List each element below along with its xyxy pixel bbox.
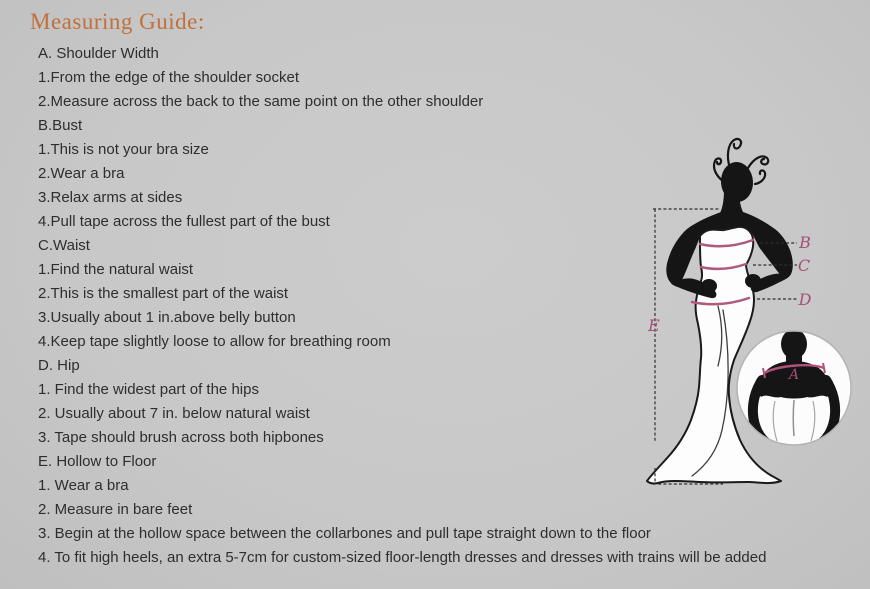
inset-head xyxy=(781,329,807,359)
guide-line: E. Hollow to Floor xyxy=(38,453,157,470)
guide-line: 4.Keep tape slightly loose to allow for breathing room xyxy=(38,333,391,350)
marker-b: B xyxy=(799,233,811,252)
guide-line: B.Bust xyxy=(38,117,83,134)
shoulder-inset xyxy=(737,329,851,446)
marker-a: A xyxy=(788,367,800,383)
guide-line: 2. Usually about 7 in. below natural waist xyxy=(38,405,310,422)
guide-line: 2.Wear a bra xyxy=(38,165,125,182)
guide-line: 1.Find the natural waist xyxy=(38,261,194,278)
guide-line: 3. Tape should brush across both hipbones xyxy=(38,429,324,446)
inset-spine-line xyxy=(793,400,794,436)
guide-line: A. Shoulder Width xyxy=(38,45,159,62)
guide-line: 1.This is not your bra size xyxy=(38,141,209,158)
marker-c: C xyxy=(797,256,811,275)
measurement-figure xyxy=(620,130,870,520)
guide-line: 3. Begin at the hollow space between the collarbones and pull tape straight down to the floor xyxy=(38,525,651,542)
guide-line: 4. To fit high heels, an extra 5-7cm for custom-sized floor-length dresses and dresses with trains will be added xyxy=(38,549,767,566)
guide-line: 1. Find the widest part of the hips xyxy=(38,381,259,398)
guide-line: 4.Pull tape across the fullest part of the bust xyxy=(38,213,330,230)
marker-d: D xyxy=(798,290,812,309)
page-title: Measuring Guide: xyxy=(30,9,205,34)
guide-line: 3.Usually about 1 in.above belly button xyxy=(38,309,296,326)
guide-line: C.Waist xyxy=(38,237,90,254)
guide-line: 1. Wear a bra xyxy=(38,477,129,494)
guide-line: 2.This is the smallest part of the waist xyxy=(38,285,289,302)
guide-line: 2.Measure across the back to the same point on the other shoulder xyxy=(38,93,484,110)
guide-line: 1.From the edge of the shoulder socket xyxy=(38,69,299,86)
guide-line: 2. Measure in bare feet xyxy=(38,501,193,518)
guide-line: 3.Relax arms at sides xyxy=(38,189,183,206)
marker-e: E xyxy=(648,316,660,335)
guide-line: D. Hip xyxy=(38,357,80,374)
